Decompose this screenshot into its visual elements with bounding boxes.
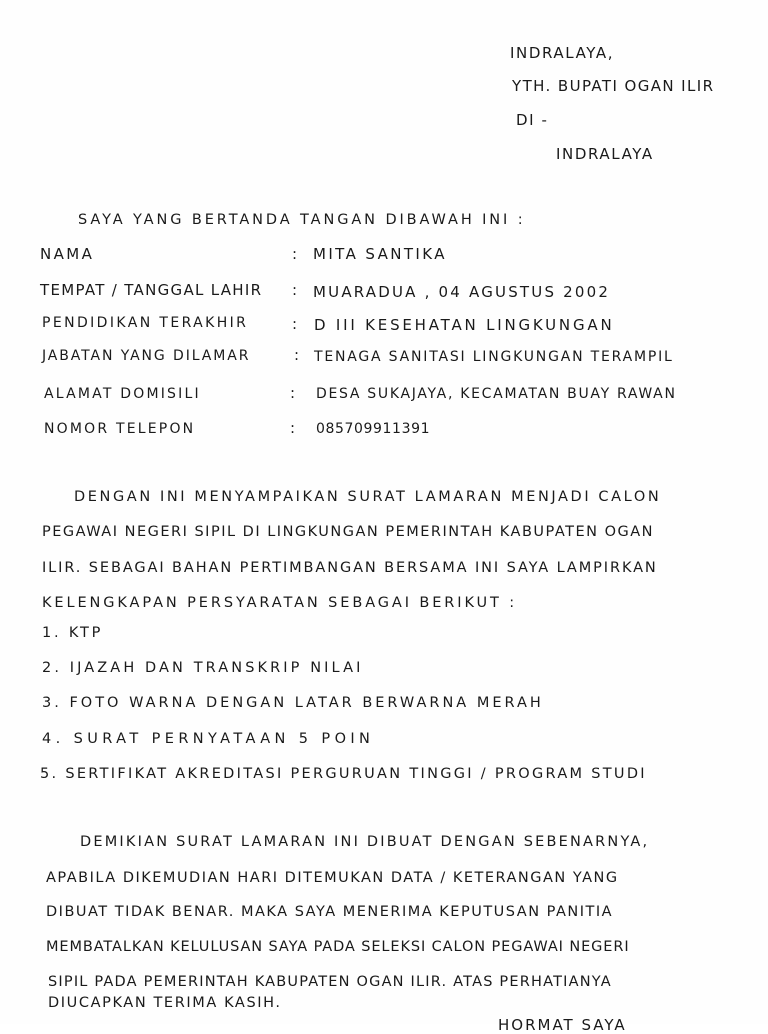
field-label-pendidikan: PENDIDIKAN TERAKHIR [42,315,249,331]
opening-line: SAYA YANG BERTANDA TANGAN DIBAWAH INI : [78,212,526,228]
field-colon: : [290,384,298,402]
body-line: ILIR. SEBAGAI BAHAN PERTIMBANGAN BERSAMA INI SAYA LAMPIRKAN [42,560,658,576]
body-line: KELENGKAPAN PERSYARATAN SEBAGAI BERIKUT : [42,595,518,611]
field-value-alamat: DESA SUKAJAYA, KECAMATAN BUAY RAWAN [316,386,677,402]
attachment-item: 4. SURAT PERNYATAAN 5 POIN [42,731,375,747]
field-colon: : [292,245,300,263]
signoff-partial: HORMAT SAYA [498,1016,627,1034]
field-colon: : [290,419,298,437]
field-colon: : [292,315,300,333]
field-value-jabatan: TENAGA SANITASI LINGKUNGAN TERAMPIL [314,349,674,365]
field-colon: : [292,281,300,299]
attachment-item: 3. FOTO WARNA DENGAN LATAR BERWARNA MERAH [42,695,544,711]
header-place: INDRALAYA, [510,44,615,62]
closing-line: SIPIL PADA PEMERINTAH KABUPATEN OGAN ILIR. ATAS PERHATIANYA [48,974,612,990]
closing-line: MEMBATALKAN KELULUSAN SAYA PADA SELEKSI CALON PEGAWAI NEGERI [46,939,630,955]
attachment-item: 1. KTP [42,625,104,641]
field-label-telepon: NOMOR TELEPON [44,421,196,437]
attachment-item: 5. SERTIFIKAT AKREDITASI PERGURUAN TINGGI / PROGRAM STUDI [40,766,647,782]
field-label-nama: NAMA [40,245,95,263]
header-recipient: YTH. BUPATI OGAN ILIR [512,77,715,95]
attachment-item: 2. IJAZAH DAN TRANSKRIP NILAI [42,660,364,676]
header-destination: INDRALAYA [556,145,654,163]
header-di: DI - [516,111,549,129]
body-line: DENGAN INI MENYAMPAIKAN SURAT LAMARAN MENJADI CALON [74,489,662,505]
closing-line: APABILA DIKEMUDIAN HARI DITEMUKAN DATA / KETERANGAN YANG [46,870,619,886]
field-value-telepon: 085709911391 [316,421,431,437]
field-label-jabatan: JABATAN YANG DILAMAR [42,348,251,364]
field-value-ttl: MUARADUA , 04 AGUSTUS 2002 [313,283,611,301]
field-label-alamat: ALAMAT DOMISILI [44,386,201,402]
field-value-nama: MITA SANTIKA [313,245,447,263]
field-label-ttl: TEMPAT / TANGGAL LAHIR [40,281,263,299]
body-line: PEGAWAI NEGERI SIPIL DI LINGKUNGAN PEMERINTAH KABUPATEN OGAN [42,524,655,540]
closing-line: DIUCAPKAN TERIMA KASIH. [48,995,282,1011]
field-value-pendidikan: D III KESEHATAN LINGKUNGAN [314,316,615,334]
closing-line: DIBUAT TIDAK BENAR. MAKA SAYA MENERIMA KEPUTUSAN PANITIA [46,904,614,920]
field-colon: : [294,346,302,364]
closing-line: DEMIKIAN SURAT LAMARAN INI DIBUAT DENGAN SEBENARNYA, [80,834,650,850]
